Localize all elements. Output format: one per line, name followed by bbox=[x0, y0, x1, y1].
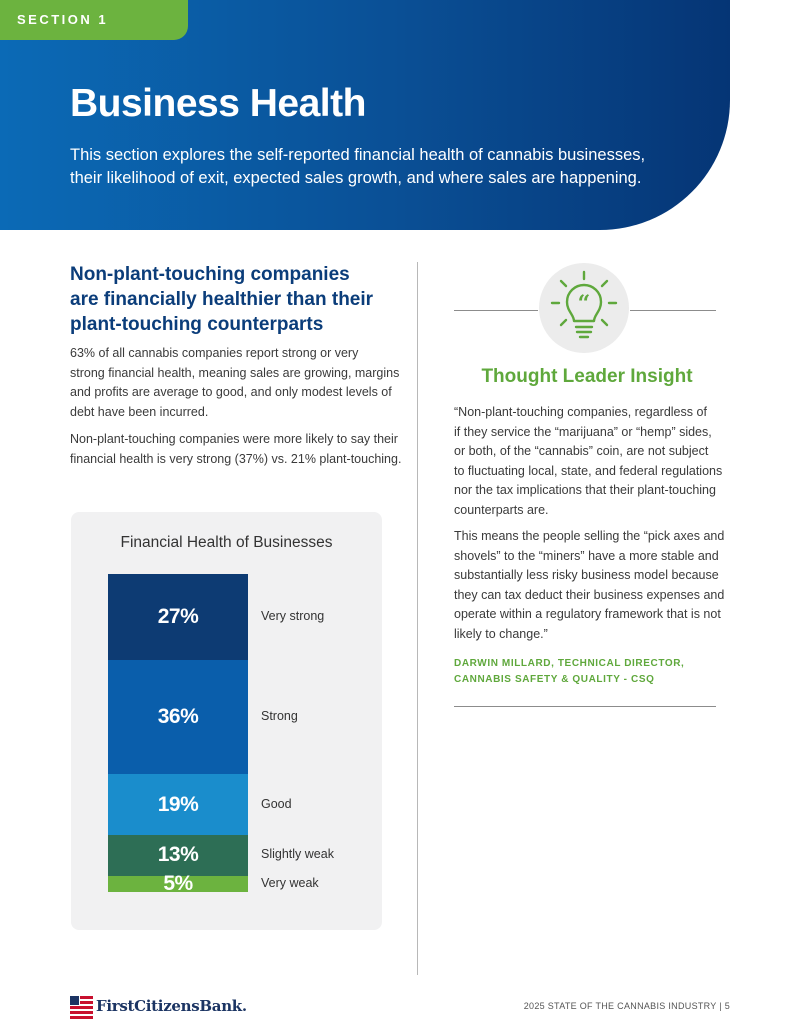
paragraph-line: debt have been incurred. bbox=[70, 404, 209, 419]
quote-line: or both, of the “cannabis” coin, are not subject bbox=[454, 444, 709, 458]
quote-line: shovels” to the “miners” have a more stable and bbox=[454, 548, 719, 563]
quote-line: if they service the “marijuana” or “hemp” sides, bbox=[454, 424, 712, 439]
quote-line: substantially less risky business model because bbox=[454, 568, 719, 582]
bar-category-label: Strong bbox=[261, 709, 298, 724]
body-paragraph bbox=[70, 430, 402, 469]
section-tab: SECTION 1 bbox=[0, 0, 188, 40]
heading-line: plant-touching counterparts bbox=[70, 314, 324, 335]
paragraph-line: 63% of all cannabis companies report strong or very bbox=[70, 346, 359, 360]
page-subtitle bbox=[70, 144, 660, 190]
bar-category-label: Very strong bbox=[261, 608, 325, 623]
insight-rule-left bbox=[454, 310, 538, 311]
quote-line: they can tax deduct their business expenses and bbox=[454, 587, 725, 602]
bar-category-label: Very weak bbox=[261, 876, 319, 891]
brand-logo bbox=[70, 996, 247, 1020]
paragraph-line: strong financial health, meaning sales are growing, margins bbox=[70, 365, 400, 380]
bar-value-label: 27% bbox=[157, 604, 199, 628]
chart-card bbox=[71, 512, 382, 930]
flag-logo-icon bbox=[70, 996, 93, 1019]
insight-quote bbox=[454, 527, 724, 644]
brand-name: FirstCitizensBank. bbox=[96, 997, 247, 1015]
lightbulb-quote-icon bbox=[539, 263, 629, 353]
subtitle-line: their likelihood of exit, expected sales growth, and where sales are happening. bbox=[70, 169, 642, 187]
insight-title: Thought Leader Insight bbox=[481, 366, 693, 387]
bar-value-label: 36% bbox=[157, 705, 199, 729]
insight-bottom-rule bbox=[454, 706, 716, 707]
chart-title: Financial Health of Businesses bbox=[120, 534, 333, 551]
subtitle-line: This section explores the self-reported financial health of cannabis businesses, bbox=[70, 146, 646, 164]
quote-line: This means the people selling the “pick axes and bbox=[454, 529, 725, 543]
insight-attribution bbox=[454, 656, 684, 688]
svg-text:“: “ bbox=[577, 291, 591, 317]
bar-value-label: 13% bbox=[157, 843, 199, 867]
heading-line: Non-plant-touching companies bbox=[70, 264, 350, 285]
paragraph-line: financial health is very strong (37%) vs. 21% plant-touching. bbox=[70, 451, 402, 466]
quote-line: counterparts are. bbox=[454, 502, 549, 517]
page-footer-label: 2025 STATE OF THE CANNABIS INDUSTRY | 5 bbox=[523, 1001, 730, 1011]
insight-quote bbox=[454, 403, 724, 520]
insight-rule-right bbox=[630, 310, 716, 311]
quote-line: to fluctuating local, state, and federal regulations bbox=[454, 463, 723, 478]
quote-line: nor the tax implications that their plant-touching bbox=[454, 483, 716, 497]
bar-value-label: 5% bbox=[163, 872, 193, 896]
paragraph-line: and profits are average to good, and only modest levels of bbox=[70, 385, 392, 399]
bar-category-label: Good bbox=[261, 796, 292, 811]
bar-value-label: 19% bbox=[157, 792, 199, 816]
heading-line: are financially healthier than their bbox=[70, 289, 374, 310]
body-paragraph bbox=[70, 344, 400, 422]
quote-line: operate within a regulatory framework that is not bbox=[454, 607, 721, 621]
quote-line: likely to change.” bbox=[454, 626, 548, 641]
paragraph-line: Non-plant-touching companies were more likely to say their bbox=[70, 432, 398, 446]
page-title: Business Health bbox=[70, 82, 366, 125]
bar-category-label: Slightly weak bbox=[261, 847, 334, 862]
insight-icon-circle bbox=[539, 263, 629, 353]
attribution-line: CANNABIS SAFETY & QUALITY - CSQ bbox=[454, 674, 655, 685]
quote-line: “Non-plant-touching companies, regardless of bbox=[454, 405, 707, 419]
attribution-line: DARWIN MILLARD, TECHNICAL DIRECTOR, bbox=[454, 658, 685, 669]
column-divider bbox=[417, 262, 418, 975]
left-heading bbox=[70, 262, 390, 337]
